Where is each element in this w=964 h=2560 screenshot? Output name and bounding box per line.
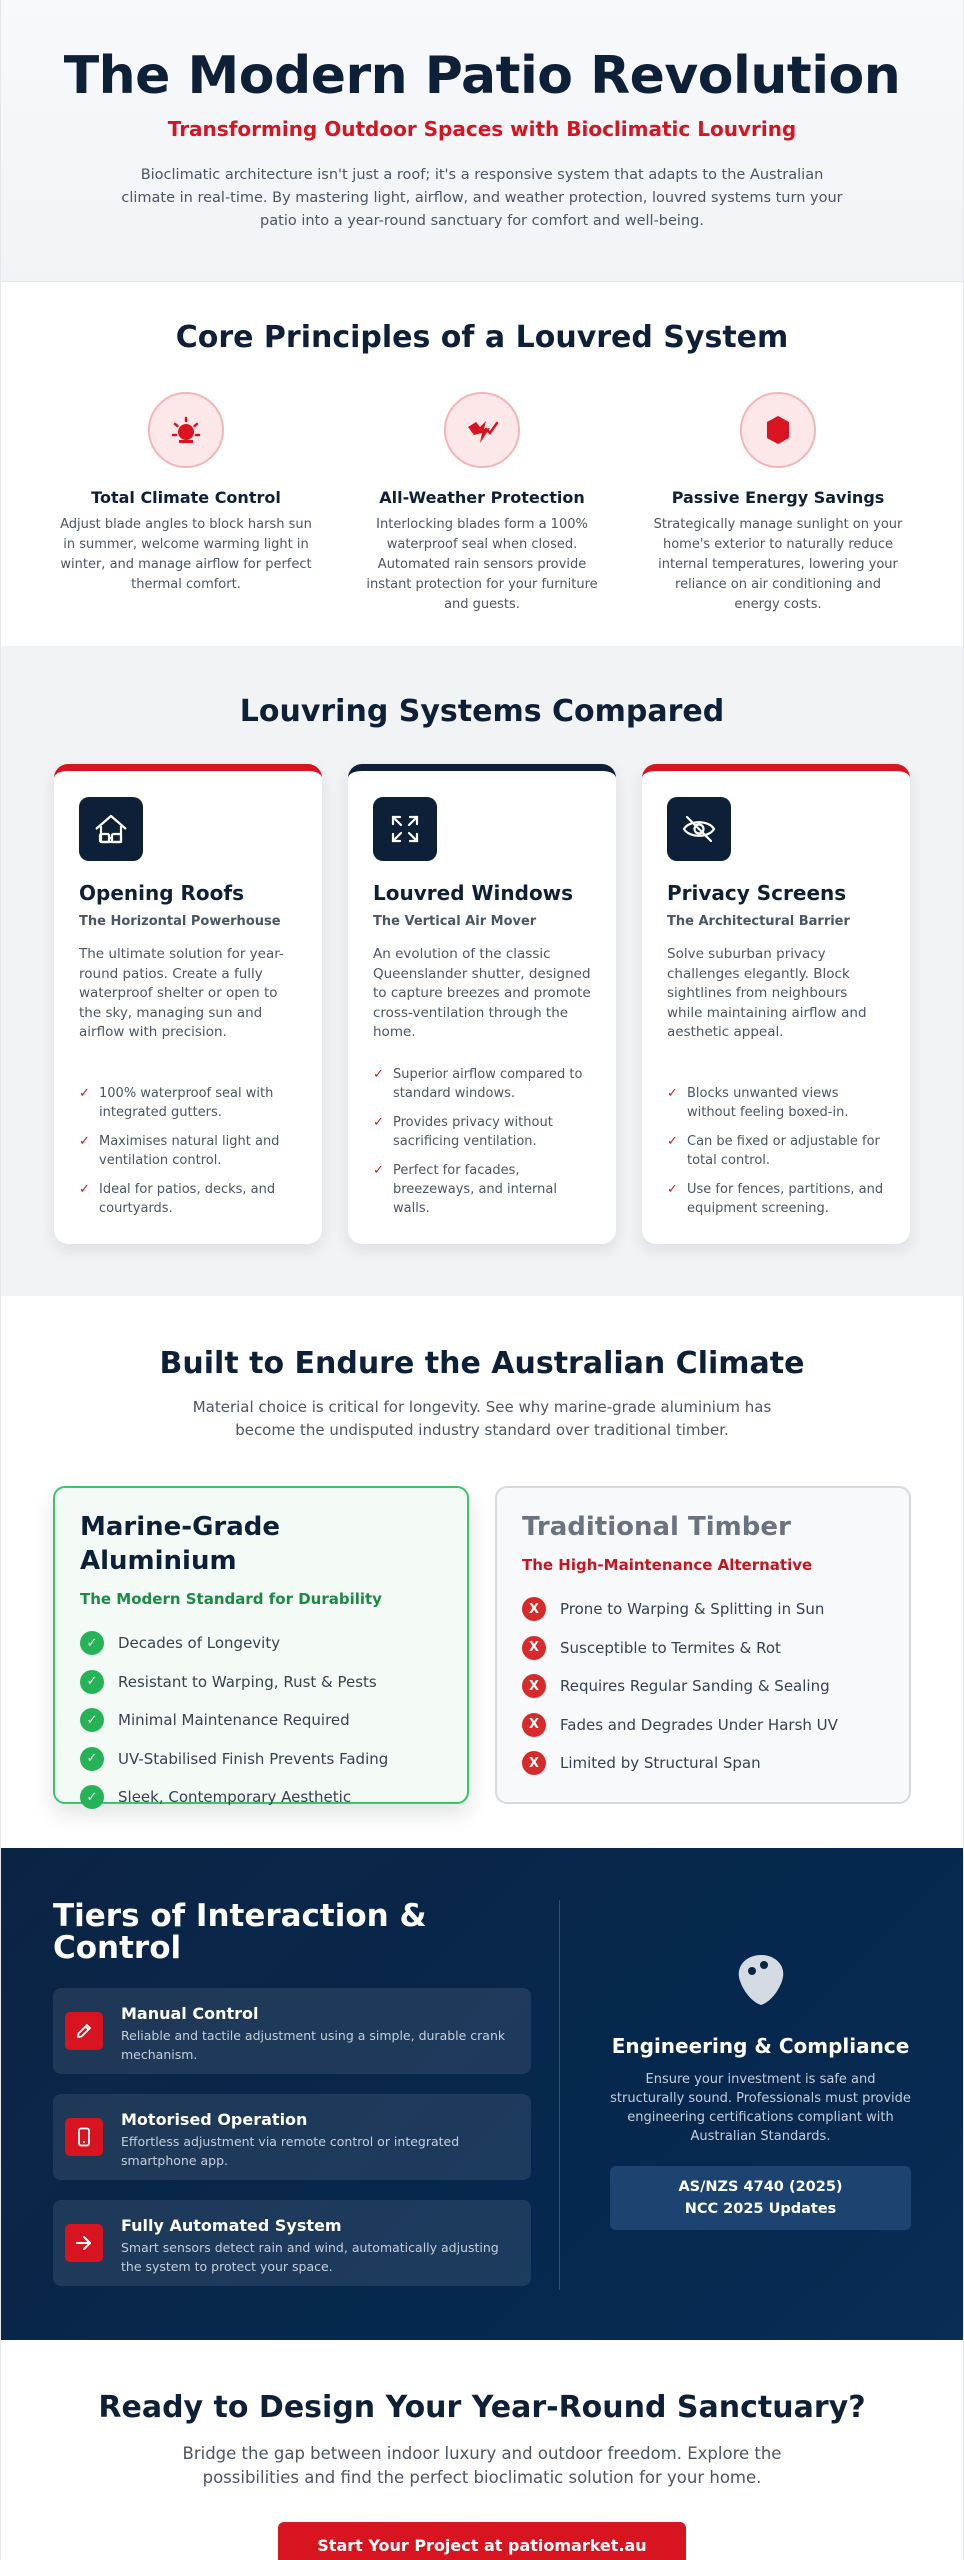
- control-section: [1, 1848, 963, 2340]
- standard-line: AS/NZS 4740 (2025): [678, 2179, 843, 2195]
- x-circle-icon: X: [522, 1597, 546, 1621]
- list-item: ✓ Provides privacy without sacrificing ventilation.: [373, 1115, 553, 1149]
- sun-icon: [148, 392, 224, 468]
- start-project-button[interactable]: Start Your Project at patiomarket.au: [278, 2522, 686, 2560]
- tiers-panel: [53, 1900, 531, 2340]
- eye-off-icon: [667, 797, 731, 861]
- x-circle-icon: X: [522, 1713, 546, 1737]
- check-icon: ✓: [667, 1086, 678, 1101]
- check-icon: ✓: [79, 1086, 90, 1101]
- climate-title: Built to Endure the Australian Climate: [159, 1346, 805, 1381]
- principle-item: [38, 392, 334, 615]
- list-item: X Requires Regular Sanding & Sealing: [522, 1667, 884, 1706]
- list-item: ✓ Minimal Maintenance Required: [80, 1701, 442, 1740]
- x-circle-icon: X: [522, 1636, 546, 1660]
- timber-tag: The High-Maintenance Alternative: [522, 1556, 813, 1574]
- principles-section: [1, 282, 963, 646]
- tier-text: Smart sensors detect rain and wind, automatically adjusting the system to protect your space.: [121, 2240, 499, 2274]
- principle-text: Adjust blade angles to block harsh sun in summer, welcome warming light in winter, and manage airflow for perfect thermal comfort.: [60, 517, 312, 592]
- card-points: [373, 1055, 596, 1218]
- pencil-icon: [65, 2012, 103, 2050]
- list-item: X Susceptible to Termites & Rot: [522, 1629, 884, 1668]
- cta-title: Ready to Design Your Year-Round Sanctuary?: [98, 2390, 866, 2425]
- compliance-panel: [560, 1900, 911, 2340]
- list-item: ✓ Can be fixed or adjustable for total control.: [667, 1134, 880, 1168]
- list-item: ✓ Ideal for patios, decks, and courtyards.: [79, 1182, 276, 1216]
- principle-item: [334, 392, 630, 615]
- principle-text: Strategically manage sunlight on your home's exterior to naturally reduce internal temperatures, lowering your reliance on air conditioning and energy costs.: [653, 517, 903, 612]
- check-icon: ✓: [373, 1115, 384, 1130]
- principles-title: Core Principles of a Louvred System: [175, 320, 789, 355]
- check-icon: ✓: [79, 1182, 90, 1197]
- card-tag: The Vertical Air Mover: [373, 914, 537, 929]
- check-circle-icon: ✓: [80, 1670, 104, 1694]
- tier-manual: [53, 1988, 531, 2074]
- card-title: Privacy Screens: [667, 881, 847, 905]
- hero-section: [1, 0, 963, 282]
- phone-icon: [65, 2118, 103, 2156]
- system-card-privacy-screens: [642, 764, 910, 1244]
- tier-title: Motorised Operation: [121, 2110, 308, 2129]
- arrow-right-icon: [65, 2224, 103, 2262]
- list-item: ✓ Maximises natural light and ventilation control.: [79, 1134, 280, 1168]
- card-points: [79, 1074, 302, 1218]
- standard-line: NCC 2025 Updates: [684, 2201, 837, 2217]
- card-description: An evolution of the classic Queenslander shutter, designed to capture breezes and promote cross-ventilation through the home.: [373, 946, 591, 1040]
- principle-item: [630, 392, 926, 615]
- check-circle-icon: ✓: [80, 1747, 104, 1771]
- expand-icon: [373, 797, 437, 861]
- x-circle-icon: X: [522, 1751, 546, 1775]
- tier-text: Effortless adjustment via remote control or integrated smartphone app.: [121, 2134, 460, 2168]
- principle-title: Total Climate Control: [91, 488, 281, 507]
- tier-text: Reliable and tactile adjustment using a simple, durable crank mechanism.: [121, 2028, 506, 2062]
- check-icon: ✓: [79, 1134, 90, 1149]
- card-description: The ultimate solution for year-round patios. Create a fully waterproof shelter or open to the sky, managing sun and airflow with precision.: [79, 946, 284, 1040]
- control-title: Tiers of Interaction & Control: [53, 1898, 427, 1966]
- list-item: ✓ Blocks unwanted views without feeling boxed-in.: [667, 1086, 849, 1120]
- compliance-title: Engineering & Compliance: [611, 2034, 910, 2058]
- standards-badge: [610, 2166, 911, 2230]
- list-item: X Prone to Warping & Splitting in Sun: [522, 1590, 884, 1629]
- card-tag: The Architectural Barrier: [667, 914, 850, 929]
- check-circle-icon: ✓: [80, 1785, 104, 1809]
- system-card-louvred-windows: [348, 764, 616, 1244]
- aluminium-card: [53, 1486, 469, 1807]
- list-item: ✓ Decades of Longevity: [80, 1624, 442, 1663]
- card-tag: The Horizontal Powerhouse: [79, 914, 281, 929]
- page-subtitle: Transforming Outdoor Spaces with Bioclimatic Louvring: [167, 117, 797, 141]
- cta-subtitle: Bridge the gap between indoor luxury and outdoor freedom. Explore the possibilities and find the perfect bioclimatic solution for your home.: [182, 2444, 782, 2487]
- climate-section: [1, 1296, 963, 1848]
- aluminium-tag: The Modern Standard for Durability: [80, 1590, 382, 1608]
- aluminium-title: Marine-Grade Aluminium: [80, 1512, 281, 1576]
- principle-title: All-Weather Protection: [379, 488, 585, 507]
- tier-title: Manual Control: [121, 2004, 259, 2023]
- energy-icon: [740, 392, 816, 468]
- list-item: ✓ Superior airflow compared to standard windows.: [373, 1067, 583, 1101]
- card-title: Louvred Windows: [373, 881, 574, 905]
- list-item: X Fades and Degrades Under Harsh UV: [522, 1706, 884, 1745]
- check-icon: ✓: [667, 1182, 678, 1197]
- palette-icon: [610, 1952, 911, 2012]
- weather-shield-icon: [444, 392, 520, 468]
- card-points: [667, 1074, 890, 1218]
- compliance-text: Ensure your investment is safe and structurally sound. Professionals must provide engineering certifications compliant with Australian Standards.: [610, 2072, 911, 2144]
- check-circle-icon: ✓: [80, 1708, 104, 1732]
- list-item: ✓ Perfect for facades, breezeways, and internal walls.: [373, 1163, 557, 1216]
- list-item: ✓ Sleek, Contemporary Aesthetic: [80, 1778, 442, 1817]
- list-item: X Limited by Structural Span: [522, 1744, 884, 1783]
- check-icon: ✓: [667, 1134, 678, 1149]
- tier-title: Fully Automated System: [121, 2216, 342, 2235]
- card-title: Opening Roofs: [79, 881, 244, 905]
- climate-subtitle: Material choice is critical for longevity. See why marine-grade aluminium has become the undisputed industry standard over traditional timber.: [192, 1398, 772, 1439]
- timber-card: [495, 1486, 911, 1804]
- x-circle-icon: X: [522, 1674, 546, 1698]
- list-item: ✓ 100% waterproof seal with integrated gutters.: [79, 1086, 274, 1120]
- tier-motorised: [53, 2094, 531, 2180]
- principle-title: Passive Energy Savings: [671, 488, 885, 507]
- check-icon: ✓: [373, 1163, 384, 1178]
- check-icon: ✓: [373, 1067, 384, 1082]
- page-title: The Modern Patio Revolution: [63, 46, 901, 106]
- compared-title: Louvring Systems Compared: [239, 694, 725, 729]
- card-description: Solve suburban privacy challenges elegantly. Block sightlines from neighbours while maintaining airflow and aesthetic appeal.: [667, 946, 867, 1040]
- list-item: ✓ Resistant to Warping, Rust & Pests: [80, 1663, 442, 1702]
- system-card-opening-roofs: [54, 764, 322, 1244]
- principle-text: Interlocking blades form a 100% waterproof seal when closed. Automated rain sensors provide instant protection for your furniture and guests.: [366, 517, 598, 612]
- timber-title: Traditional Timber: [522, 1512, 791, 1542]
- check-circle-icon: ✓: [80, 1631, 104, 1655]
- list-item: ✓ Use for fences, partitions, and equipment screening.: [667, 1182, 884, 1216]
- cta-section: [1, 2340, 963, 2560]
- roof-icon: [79, 797, 143, 861]
- systems-compared-section: [1, 646, 963, 1296]
- tier-automated: [53, 2200, 531, 2286]
- list-item: ✓ UV-Stabilised Finish Prevents Fading: [80, 1740, 442, 1779]
- hero-intro: Bioclimatic architecture isn't just a roof; it's a responsive system that adapts to the Australian climate in real-time. By mastering light, airflow, and weather protection, louvred systems turn your patio into a year-round sanctuary for comfort and well-being.: [121, 167, 843, 229]
